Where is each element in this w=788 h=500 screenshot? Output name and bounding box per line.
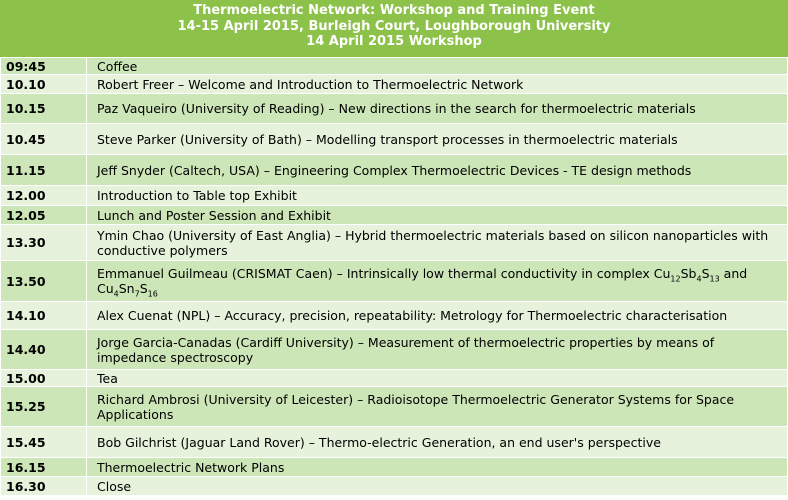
time-cell: 10.10 — [1, 75, 87, 94]
time-cell: 16.30 — [1, 477, 87, 496]
time-cell: 09:45 — [1, 58, 87, 75]
time-cell: 15.25 — [1, 387, 87, 427]
table-row — [1, 124, 788, 155]
time-cell: 13.50 — [1, 261, 87, 302]
description-cell: Ymin Chao (University of East Anglia) – Hybrid thermoelectric materials based on silicon nanoparticles with conductive polymers — [87, 225, 788, 261]
table-row — [1, 387, 788, 427]
table-row — [1, 94, 788, 124]
time-cell: 10.45 — [1, 124, 87, 155]
table-row — [1, 477, 788, 496]
schedule-table — [0, 57, 788, 496]
time-cell: 11.15 — [1, 155, 87, 186]
table-row — [1, 206, 788, 225]
time-cell: 15.45 — [1, 427, 87, 458]
table-row — [1, 155, 788, 186]
description-cell: Bob Gilchrist (Jaguar Land Rover) – Thermo-electric Generation, an end user's perspective — [87, 427, 788, 458]
table-row — [1, 302, 788, 330]
table-row — [1, 186, 788, 206]
description-cell: Introduction to Table top Exhibit — [87, 186, 788, 206]
time-cell: 16.15 — [1, 458, 87, 477]
description-cell: Richard Ambrosi (University of Leicester) – Radioisotope Thermoelectric Generator Systems for Space Applications — [87, 387, 788, 427]
table-row — [1, 225, 788, 261]
description-cell: Coffee — [87, 58, 788, 75]
description-cell: Jeff Snyder (Caltech, USA) – Engineering Complex Thermoelectric Devices - TE design methods — [87, 155, 788, 186]
description-cell: Thermoelectric Network Plans — [87, 458, 788, 477]
table-row — [1, 427, 788, 458]
table-row — [1, 458, 788, 477]
event-title: Thermoelectric Network: Workshop and Training Event — [193, 3, 595, 18]
description-cell: Lunch and Poster Session and Exhibit — [87, 206, 788, 225]
schedule-header — [0, 0, 788, 57]
time-cell: 14.40 — [1, 330, 87, 370]
time-cell: 12.00 — [1, 186, 87, 206]
description-cell: Jorge Garcia-Canadas (Cardiff University) – Measurement of thermoelectric properties by means of impedance spectroscopy — [87, 330, 788, 370]
description-cell: Alex Cuenat (NPL) – Accuracy, precision, repeatability: Metrology for Thermoelectric characterisation — [87, 302, 788, 330]
table-row — [1, 261, 788, 302]
description-cell: Paz Vaqueiro (University of Reading) – New directions in the search for thermoelectric materials — [87, 94, 788, 124]
description-cell: Steve Parker (University of Bath) – Modelling transport processes in thermoelectric materials — [87, 124, 788, 155]
workshop-date: 14 April 2015 Workshop — [306, 34, 482, 50]
time-cell: 12.05 — [1, 206, 87, 225]
table-row — [1, 370, 788, 387]
time-cell: 15.00 — [1, 370, 87, 387]
time-cell: 13.30 — [1, 225, 87, 261]
table-row — [1, 58, 788, 75]
table-row — [1, 330, 788, 370]
description-cell: Emmanuel Guilmeau (CRISMAT Caen) – Intrinsically low thermal conductivity in complex $Cu_{12}Sb_4S_{13}$ and $Cu_4Sn_7S_{16}$ — [87, 261, 788, 302]
table-row — [1, 75, 788, 94]
time-cell: 10.15 — [1, 94, 87, 124]
description-cell: Close — [87, 477, 788, 496]
event-dates-venue: 14-15 April 2015, Burleigh Court, Loughborough University — [177, 18, 611, 34]
description-cell: Robert Freer – Welcome and Introduction to Thermoelectric Network — [87, 75, 788, 94]
description-cell: Tea — [87, 370, 788, 387]
time-cell: 14.10 — [1, 302, 87, 330]
